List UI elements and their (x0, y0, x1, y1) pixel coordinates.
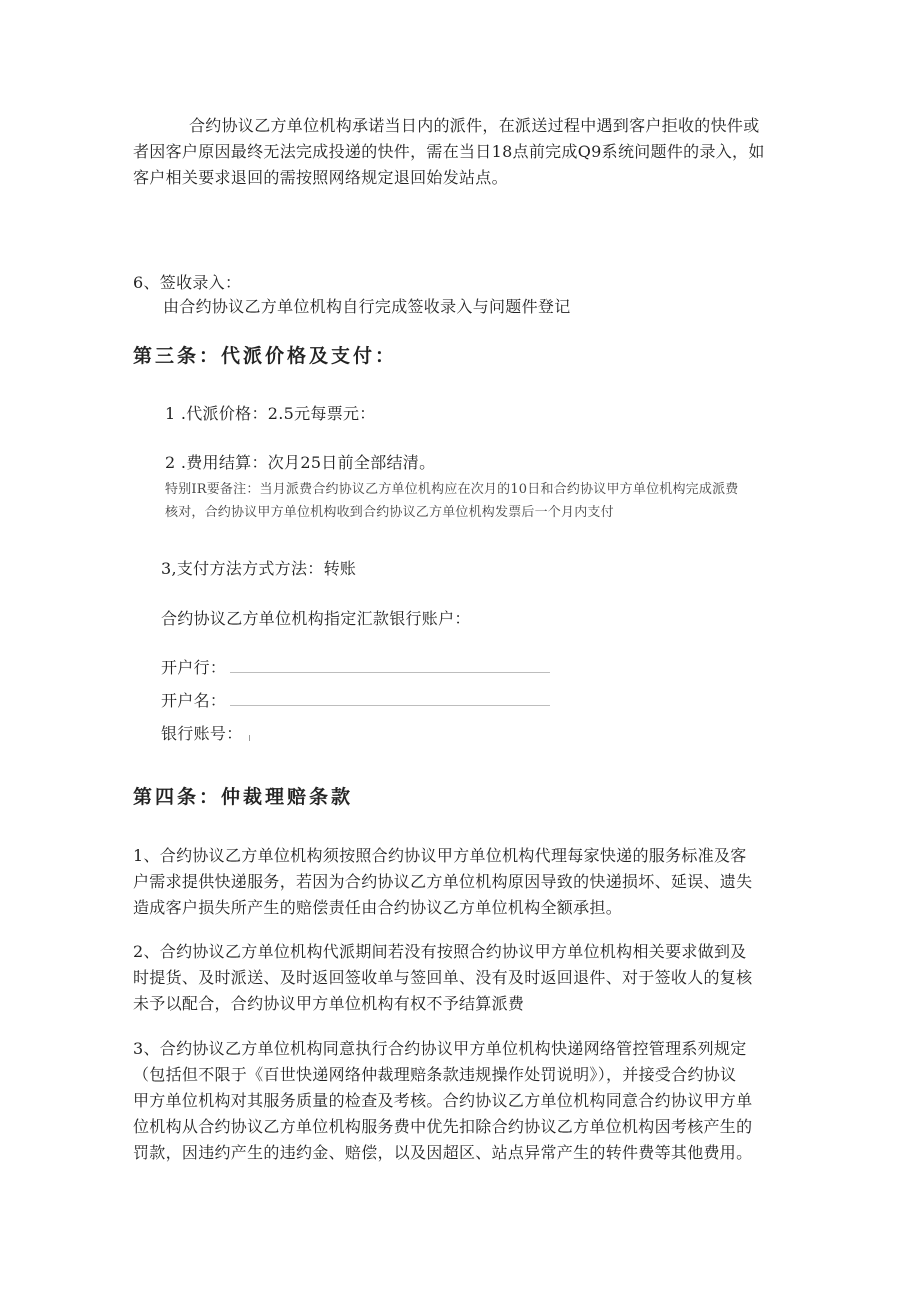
clause1-line-3: 造成客户损失所产生的赔偿责任由合约协议乙方单位机构全额承担。 (133, 898, 623, 917)
intro-line-3: 客户相关要求退回的需按照网络规定退回始发站点。 (133, 168, 508, 187)
clause2-line-1: 2、合约协议乙方单位机构代派期间若没有按照合约协议甲方单位机构相关要求做到及 (133, 942, 747, 961)
account-number-field[interactable] (249, 735, 254, 741)
bank-name-field[interactable] (230, 660, 550, 673)
article4-clause-3 (133, 1036, 752, 1166)
article3-item3: 3,支付方法方式方法：转账 (161, 559, 357, 578)
article3-heading: 第三条：代派价格及支付： (133, 345, 398, 367)
article4-clause-2 (133, 939, 752, 1017)
article3-note-line-1: 特别IR要备注：当月派费合约协议乙方单位机构应在次月的10日和合约协议甲方单位机构完成派费 (165, 482, 739, 497)
clause3-line-2: （包括但不限于《百世快递网络仲裁理赔条款违规操作处罚说明》），并接受合约协议 (133, 1065, 737, 1084)
intro-paragraph (133, 113, 765, 191)
bank-name-row (161, 655, 550, 681)
intro-line-1: 合约协议乙方单位机构承诺当日内的派件，在派送过程中遇到客户拒收的快件或 (189, 116, 760, 135)
article3-item2: 2 .费用结算：次月25日前全部结清。 (165, 453, 436, 472)
clause3-line-3: 甲方单位机构对其服务质量的检查及考核。合约协议乙方单位机构同意合约协议甲方单 (133, 1091, 753, 1110)
article3-note (165, 478, 738, 524)
account-number-row (161, 721, 254, 747)
account-name-label: 开户名： (161, 691, 227, 710)
article4-heading: 第四条：仲裁理赔条款 (133, 786, 354, 808)
article3-item1: 1 .代派价格：2.5元每票元： (165, 404, 376, 423)
clause3-line-4: 位机构从合约协议乙方单位机构服务费中优先扣除合约协议乙方单位机构因考核产生的 (133, 1117, 753, 1136)
bank-account-intro: 合约协议乙方单位机构指定汇款银行账户： (161, 609, 471, 628)
article3-note-line-2: 核对，合约协议甲方单位机构收到合约协议乙方单位机构发票后一个月内支付 (165, 505, 614, 520)
clause1-line-1: 1、合约协议乙方单位机构须按照合约协议甲方单位机构代理每家快递的服务标准及客 (133, 846, 747, 865)
clause2-line-2: 时提货、及时派送、及时返回签收单与签回单、没有及时返回退件、对于签收人的复核 (133, 968, 753, 987)
intro-line-2: 者因客户原因最终无法完成投递的快件，需在当日18点前完成Q9系统问题件的录入，如 (133, 142, 765, 161)
item6-body: 由合约协议乙方单位机构自行完成签收录入与问题件登记 (163, 297, 571, 316)
clause1-line-2: 户需求提供快递服务，若因为合约协议乙方单位机构原因导致的快递损坏、延误、遗失 (133, 872, 753, 891)
clause3-line-1: 3、合约协议乙方单位机构同意执行合约协议甲方单位机构快递网络管控管理系列规定 (133, 1039, 747, 1058)
account-name-field[interactable] (230, 693, 550, 706)
clause2-line-3: 未予以配合，合约协议甲方单位机构有权不予结算派费 (133, 994, 525, 1013)
article4-clause-1 (133, 843, 752, 921)
clause3-line-5: 罚款，因违约产生的违约金、赔偿，以及因超区、站点异常产生的转件费等其他费用。 (133, 1143, 753, 1162)
bank-name-label: 开户行： (161, 658, 227, 677)
account-name-row (161, 688, 550, 714)
account-number-label: 银行账号： (161, 724, 243, 743)
item6-title: 6、签收录入： (133, 273, 242, 292)
